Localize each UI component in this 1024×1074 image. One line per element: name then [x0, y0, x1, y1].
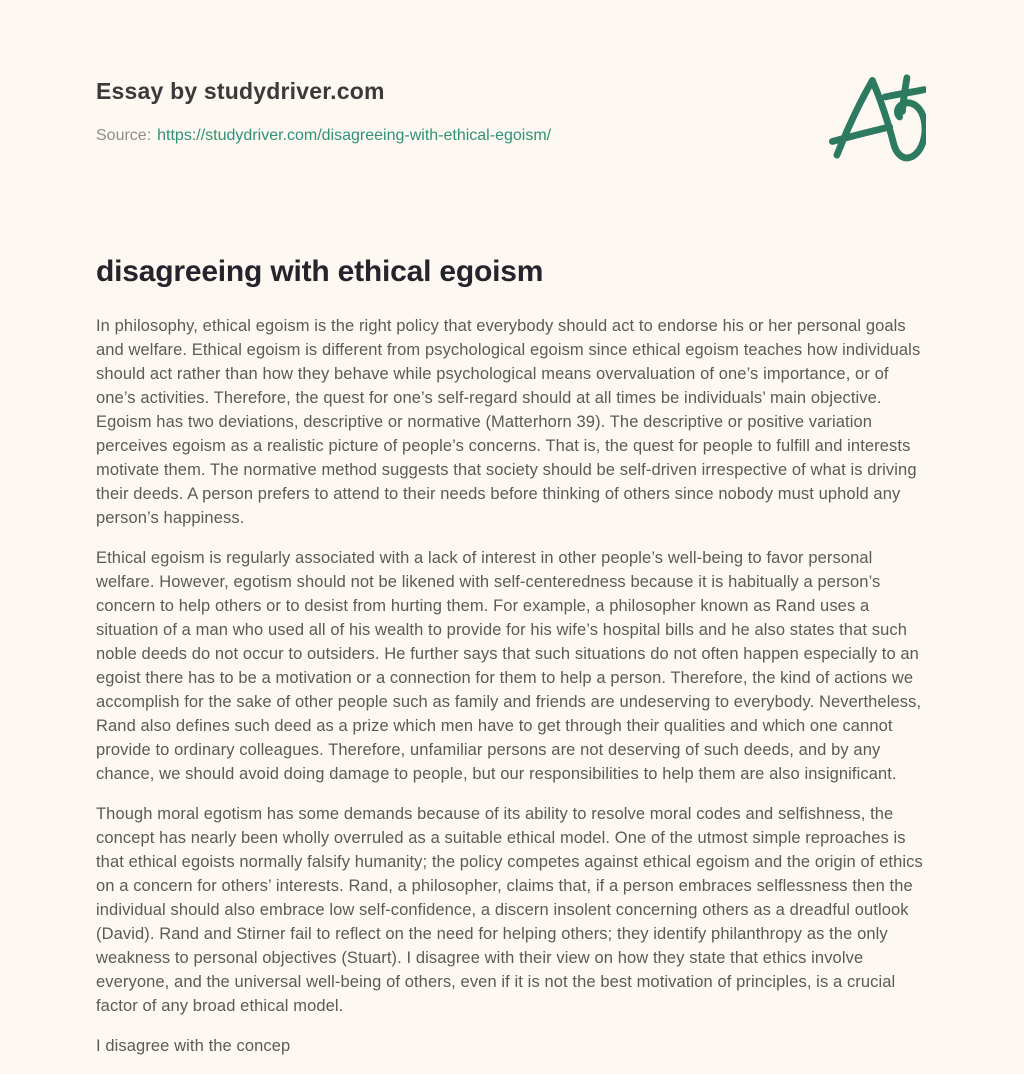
- a-plus-logo: [826, 70, 926, 162]
- essay-paragraph-4: I disagree with the concep: [96, 1037, 291, 1055]
- essay-paragraph-3: Though moral egotism has some demands because of its ability to resolve moral codes and selfishness, the concept has nearly been wholly overruled as a suitable ethical model. One of the utmost simple reproaches is that ethical egoists normally falsify humanity; the policy competes against ethical egoism and the origin of ethics on a concern for others’ interests. Rand, a philosopher, claims that, if a person embraces selflessness then the individual should also embrace low self-confidence, a discern insolent concerning others as a dreadful outlook (David). Rand and Stirner fail to reflect on the need for helping others; they identify philanthropy as the only weakness to personal objectives (Stuart). I disagree with their view on how they state that ethics involve everyone, and the universal well-being of others, even if it is not the best motivation of principles, is a crucial factor of any broad ethical model.: [96, 805, 923, 1015]
- essay-title: disagreeing with ethical egoism: [96, 255, 544, 288]
- essay-body: [96, 314, 928, 1058]
- essay-article: [96, 252, 928, 1058]
- essay-paragraph-1: In philosophy, ethical egoism is the right policy that everybody should act to endorse his or her personal goals and welfare. Ethical egoism is different from psychological egoism since ethical egoism teaches how individuals should act rather than how they behave while psychological means overvaluation of one’s importance, or of one’s activities. Therefore, the quest for one’s self-regard should at all times be individuals’ main objective. Egoism has two deviations, descriptive or normative (Matterhorn 39). The descriptive or positive variation perceives egoism as a realistic picture of people’s concerns. That is, the quest for people to fulfill and interests motivate them. The normative method suggests that society should be self-driven irrespective of what is driving their deeds. A person prefers to attend to their needs before thinking of others since nobody must uphold any person’s happiness.: [96, 317, 921, 527]
- page-title: Essay by studydriver.com: [96, 78, 385, 104]
- brand-logo: [826, 70, 926, 162]
- source-line: [96, 125, 928, 146]
- essay-paragraph-2: Ethical egoism is regularly associated with a lack of interest in other people’s well-being to favor personal welfare. However, egotism should not be likened with self-centeredness because it is habitually a person’s concern to help others or to desist from hurting them. For example, a philosopher known as Rand uses a situation of a man who used all of his wealth to provide for his wife’s hospital bills and he also states that such noble deeds do not occur to outsiders. He further says that such situations do not often happen especially to an egoist there has to be a motivation or a connection for them to help a person. Therefore, the kind of actions we accomplish for the sake of other people such as family and friends are undeserving to everybody. Nevertheless, Rand also defines such deed as a prize which men have to get through their qualities and which one cannot provide to ordinary colleagues. Therefore, unfamiliar persons are not deserving of such deeds, and by any chance, we should avoid doing damage to people, but our responsibilities to help them are also insignificant.: [96, 549, 922, 783]
- document-header: [96, 78, 928, 146]
- source-label: Source:: [96, 127, 152, 144]
- source-link[interactable]: https://studydriver.com/disagreeing-with-ethical-egoism/: [157, 127, 552, 144]
